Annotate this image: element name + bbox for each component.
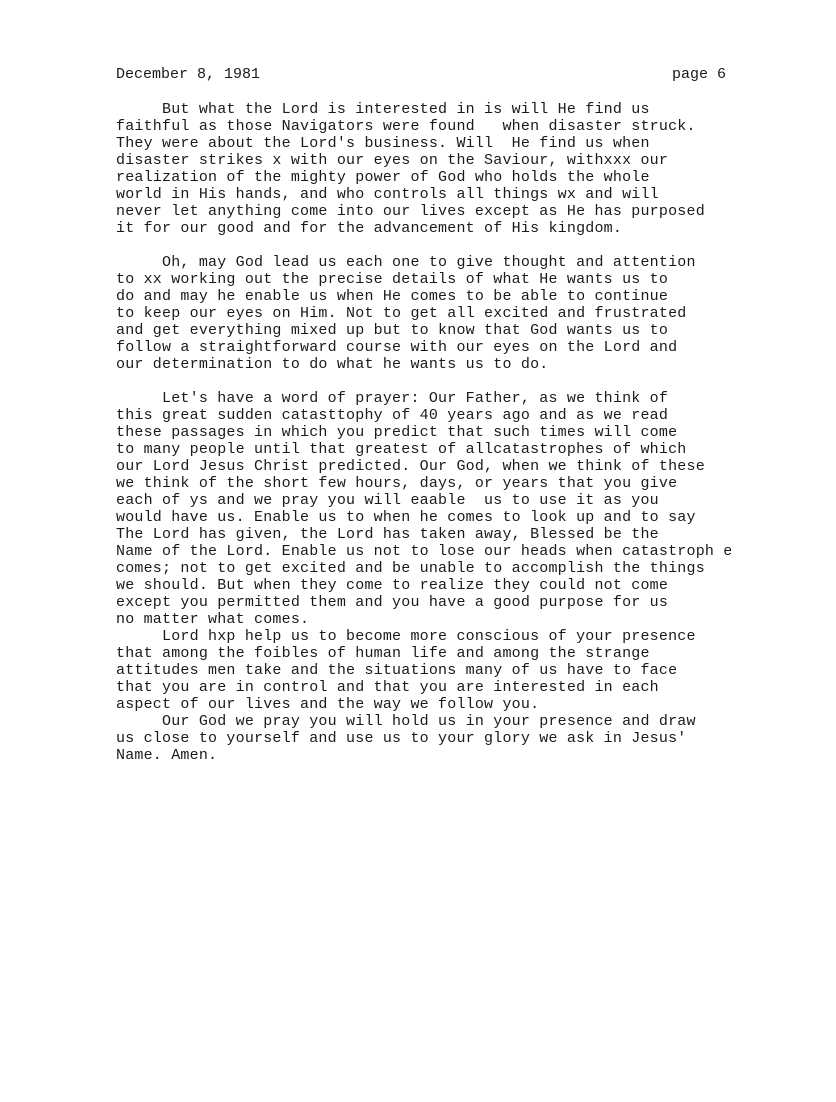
text-line: Name of the Lord. Enable us not to lose our heads when catastroph e: [116, 543, 733, 560]
text-line: that among the foibles of human life and among the strange: [116, 645, 650, 662]
text-line: to xx working out the precise details of what He wants us to: [116, 271, 669, 288]
text-line: to keep our eyes on Him. Not to get all excited and frustrated: [116, 305, 687, 322]
text-line: would have us. Enable us to when he comes to look up and to say: [116, 509, 696, 526]
header-page-number: page 6: [671, 66, 726, 83]
text-line: aspect of our lives and the way we follow you.: [116, 696, 540, 713]
text-line: us close to yourself and use us to your glory we ask in Jesus': [116, 730, 687, 747]
text-line: Oh, may God lead us each one to give thought and attention: [116, 254, 696, 271]
text-line: realization of the mighty power of God who holds the whole: [116, 169, 650, 186]
text-line: do and may he enable us when He comes to be able to continue: [116, 288, 669, 305]
text-line: our Lord Jesus Christ predicted. Our God, when we think of these: [116, 458, 705, 475]
text-line: our determination to do what he wants us to do.: [116, 356, 549, 373]
text-line: But what the Lord is interested in is will He find us: [116, 101, 650, 118]
text-line: never let anything come into our lives except as He has purposed: [116, 203, 705, 220]
paragraph-2: [116, 254, 816, 373]
paragraph-gap: [116, 237, 816, 254]
text-line: follow a straightforward course with our eyes on the Lord and: [116, 339, 678, 356]
document-body: [116, 101, 816, 764]
text-line: faithful as those Navigators were found when disaster struck.: [116, 118, 696, 135]
text-line: comes; not to get excited and be unable to accomplish the things: [116, 560, 705, 577]
text-line: each of ys and we pray you will eaable us to use it as you: [116, 492, 659, 509]
text-line: that you are in control and that you are interested in each: [116, 679, 659, 696]
text-line: Our God we pray you will hold us in your presence and draw: [116, 713, 696, 730]
text-line: it for our good and for the advancement of His kingdom.: [116, 220, 623, 237]
text-line: Lord hxp help us to become more conscious of your presence: [116, 628, 696, 645]
header-date: December 8, 1981: [116, 66, 261, 83]
text-line: to many people until that greatest of allcatastrophes of which: [116, 441, 687, 458]
text-line: we should. But when they come to realize they could not come: [116, 577, 669, 594]
text-line: world in His hands, and who controls all things wx and will: [116, 186, 659, 203]
text-line: except you permitted them and you have a good purpose for us: [116, 594, 669, 611]
text-line: The Lord has given, the Lord has taken away, Blessed be the: [116, 526, 659, 543]
paragraph-gap: [116, 373, 816, 390]
text-line: attitudes men take and the situations many of us have to face: [116, 662, 678, 679]
text-line: we think of the short few hours, days, or years that you give: [116, 475, 678, 492]
paragraph-1: [116, 101, 816, 237]
text-line: and get everything mixed up but to know that God wants us to: [116, 322, 669, 339]
paragraph-3: [116, 390, 816, 764]
text-line: Let's have a word of prayer: Our Father, as we think of: [116, 390, 669, 407]
text-line: Name. Amen.: [116, 747, 218, 764]
text-line: no matter what comes.: [116, 611, 310, 628]
text-line: this great sudden catasttophy of 40 years ago and as we read: [116, 407, 669, 424]
text-line: these passages in which you predict that such times will come: [116, 424, 678, 441]
text-line: disaster strikes x with our eyes on the Saviour, withxxx our: [116, 152, 669, 169]
text-line: They were about the Lord's business. Will He find us when: [116, 135, 650, 152]
